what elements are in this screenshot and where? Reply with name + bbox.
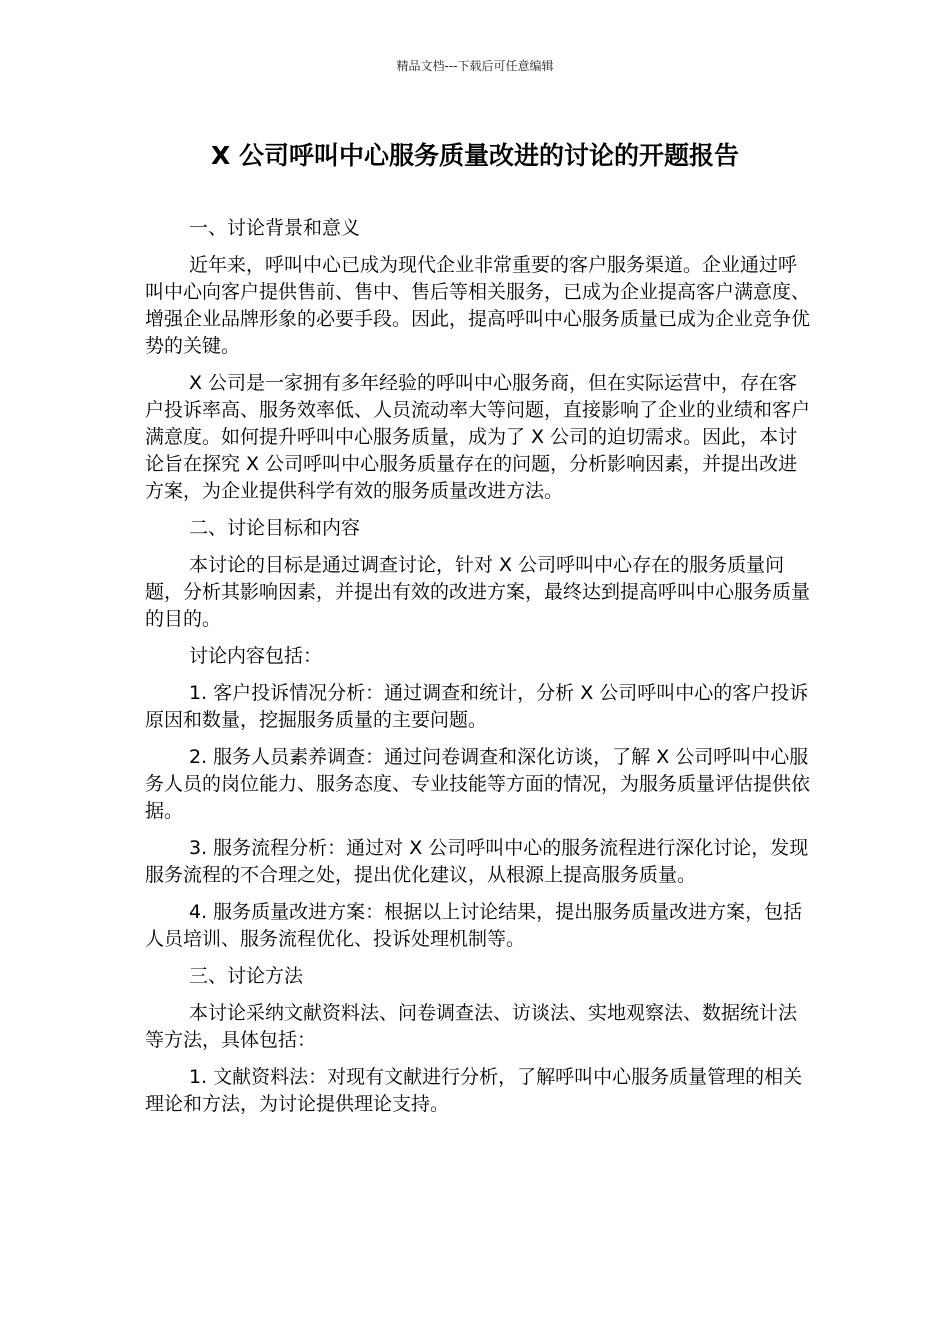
list-item-process-analysis: 3. 服务流程分析：通过对 X 公司呼叫中心的服务流程进行深化讨论，发现服务流程的不合理之处，提出优化建议，从根源上提高服务质量。 [145, 837, 809, 886]
list-item-literature-method: 1. 文献资料法：对现有文献进行分析，了解呼叫中心服务质量管理的相关理论和方法，为讨论提供理论支持。 [145, 1066, 803, 1115]
paragraph-background-2: X 公司是一家拥有多年经验的呼叫中心服务商，但在实际运营中，存在客户投诉率高、服务效率低、人员流动率大等问题，直接影响了企业的业绩和客户满意度。如何提升呼叫中心服务质量，成为了 X 公司的迫切需求。因此，本讨论旨在探究 X 公司呼叫中心服务质量存在的问题，分析影响因素，并提出改进方案，为企业提供科学有效的服务质量改进方法。 [145, 372, 811, 502]
list-item-improvement-plan: 4. 服务质量改进方案：根据以上讨论结果，提出服务质量改进方案，包括人员培训、服务流程优化、投诉处理机制等。 [145, 901, 803, 950]
header-note: 精品文档---下载后可任意编辑 [396, 59, 554, 73]
document-title: X 公司呼叫中心服务质量改进的讨论的开题报告 [211, 141, 739, 170]
list-item-staff-survey: 2. 服务人员素养调查：通过问卷调查和深化访谈，了解 X 公司呼叫中心服务人员的岗位能力、服务态度、专业技能等方面的情况，为服务质量评估提供依据。 [145, 746, 811, 822]
paragraph-background-1: 近年来，呼叫中心已成为现代企业非常重要的客户服务渠道。企业通过呼叫中心向客户提供售前、售中、售后等相关服务，已成为企业提高客户满意度、增强企业品牌形象的必要手段。因此，提高呼叫中心服务质量已成为企业竞争优势的关键。 [145, 254, 811, 357]
paragraph-content-intro: 讨论内容包括： [189, 645, 323, 667]
document-body [145, 215, 810, 1128]
paragraph-methods-intro: 本讨论采纳文献资料法、问卷调查法、访谈法、实地观察法、数据统计法等方法，具体包括： [145, 1002, 798, 1051]
list-item-complaint-analysis: 1. 客户投诉情况分析：通过调查和统计，分析 X 公司呼叫中心的客户投诉原因和数量，挖掘服务质量的主要问题。 [145, 682, 809, 731]
section-heading-methods: 三、讨论方法 [189, 965, 304, 987]
section-heading-objectives: 二、讨论目标和内容 [189, 517, 361, 539]
paragraph-objectives: 本讨论的目标是通过调查讨论，针对 X 公司呼叫中心存在的服务质量问题，分析其影响因素，并提出有效的改进方案，最终达到提高呼叫中心服务质量的目的。 [145, 554, 811, 630]
section-heading-background: 一、讨论背景和意义 [189, 217, 361, 239]
